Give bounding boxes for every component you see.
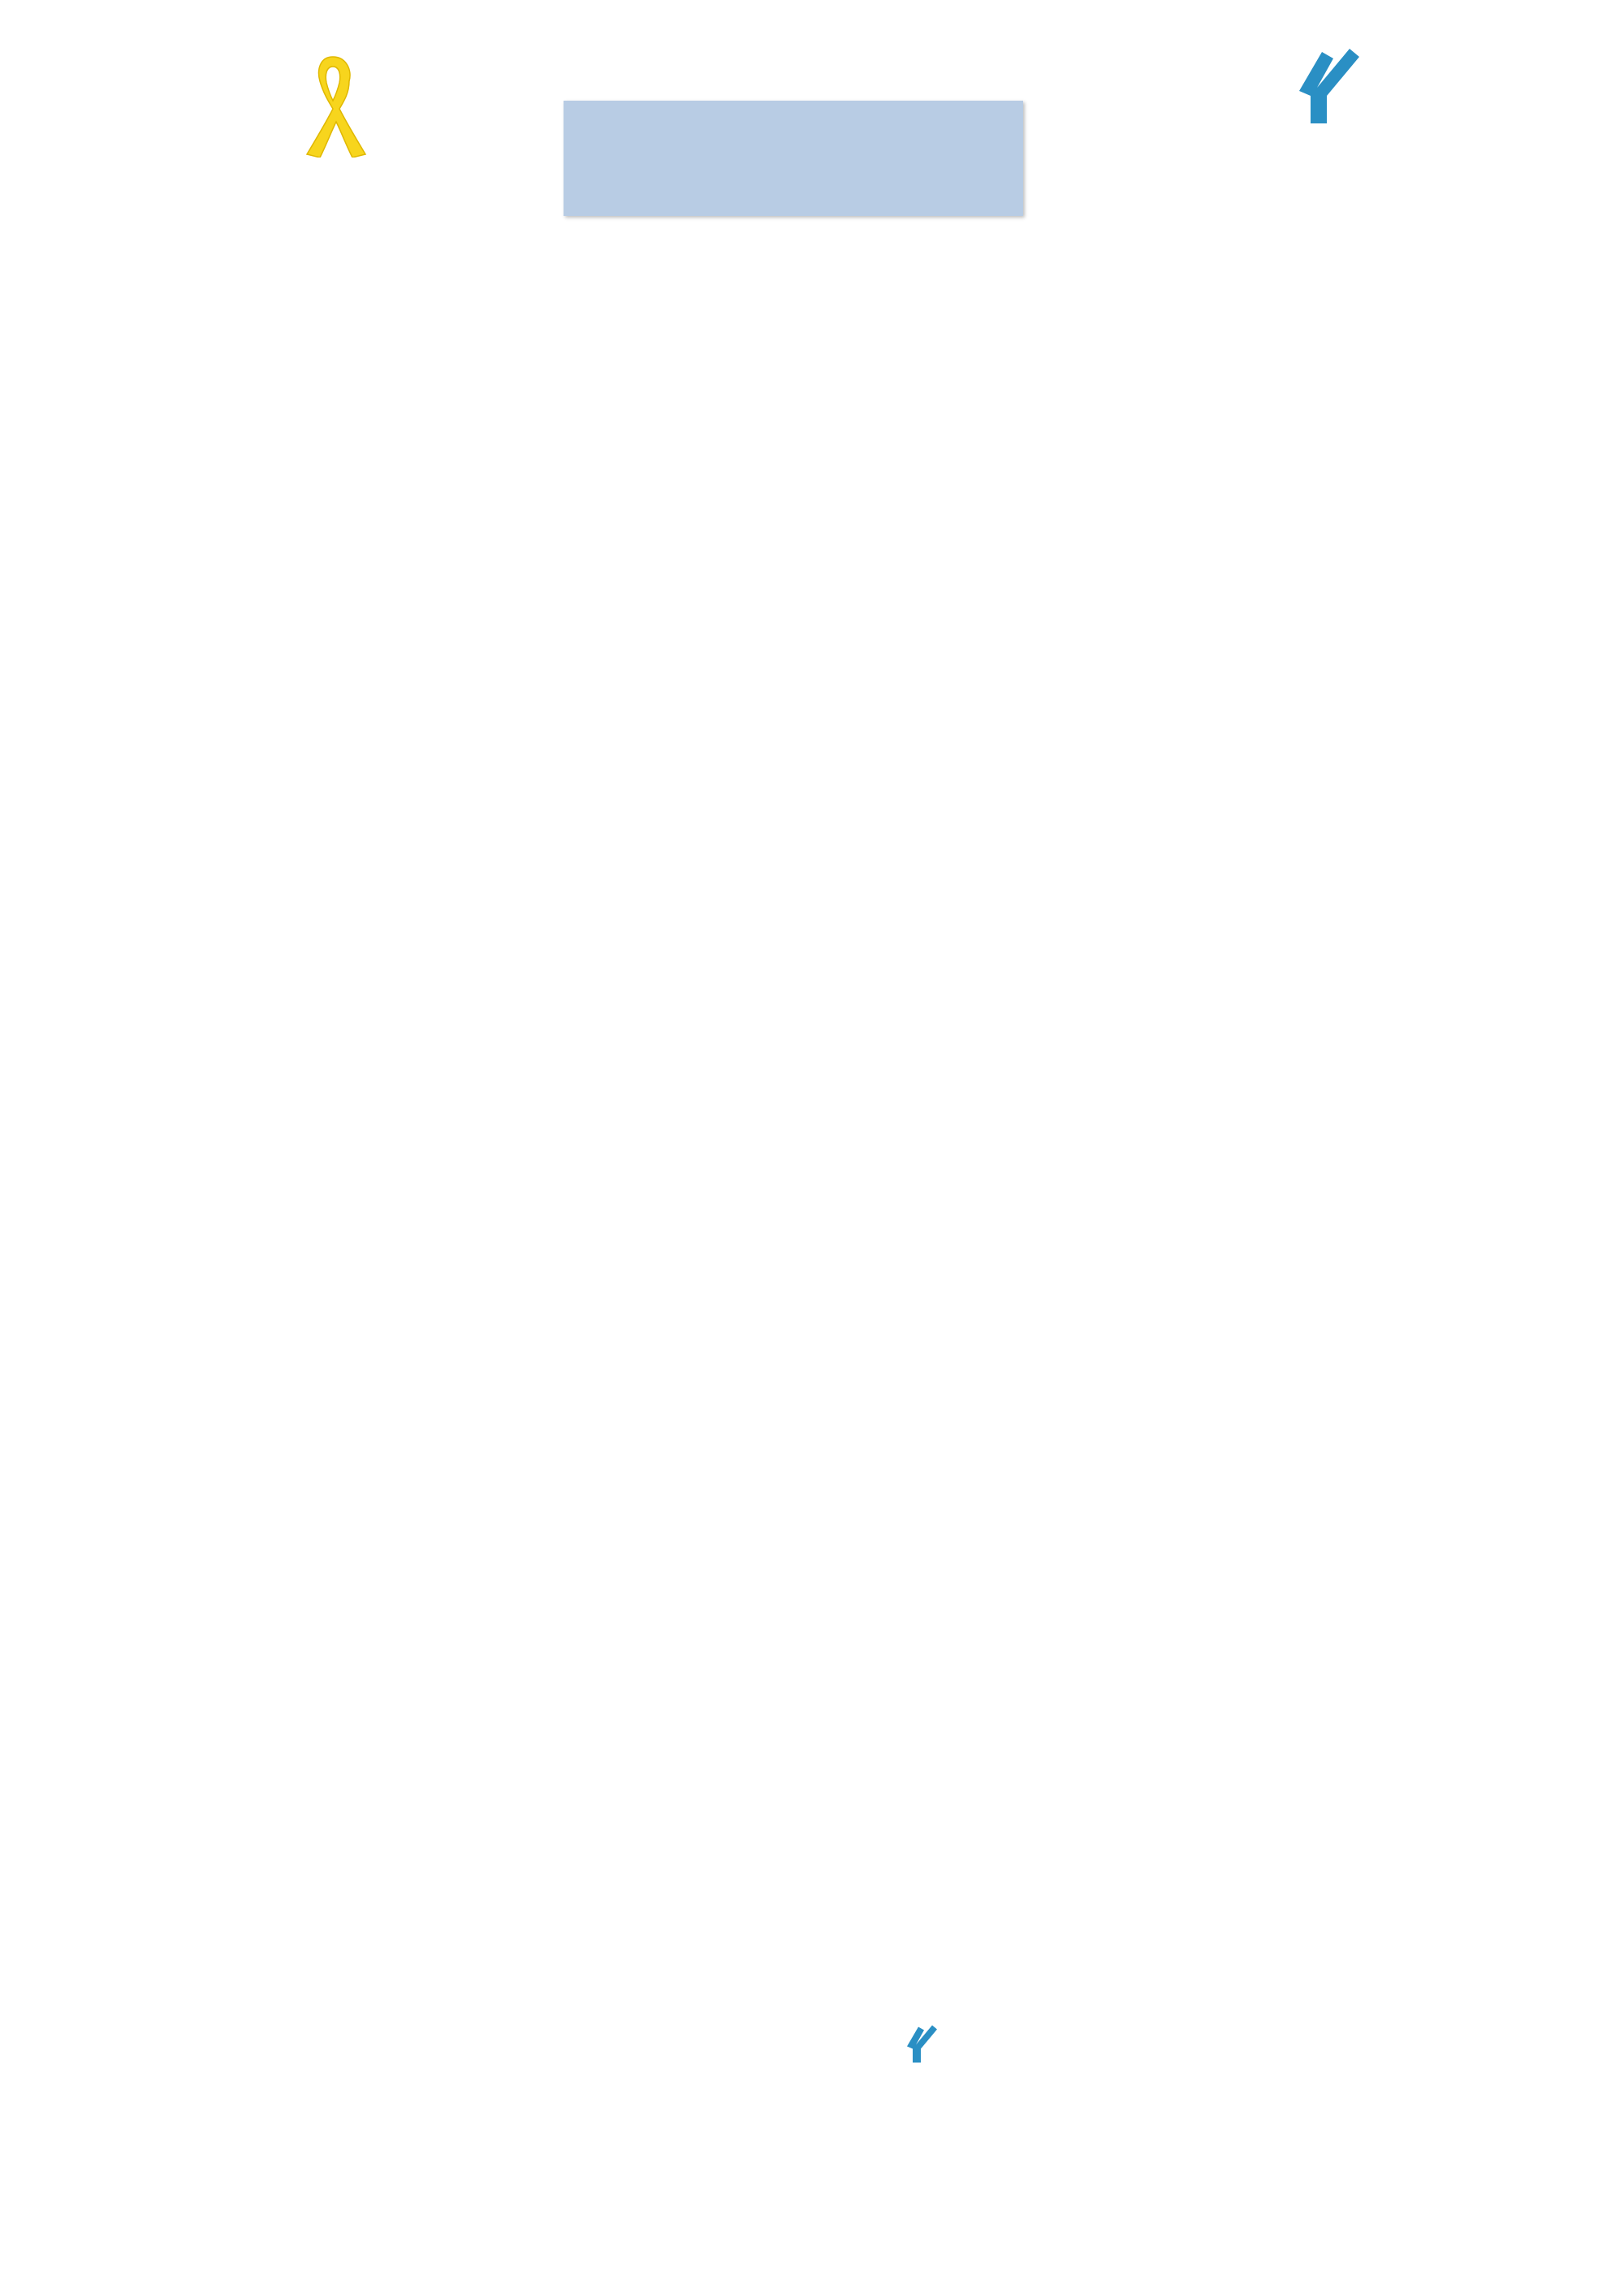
- footer-logo-mark-icon: [895, 2020, 944, 2069]
- footer-logo: [822, 2020, 944, 2085]
